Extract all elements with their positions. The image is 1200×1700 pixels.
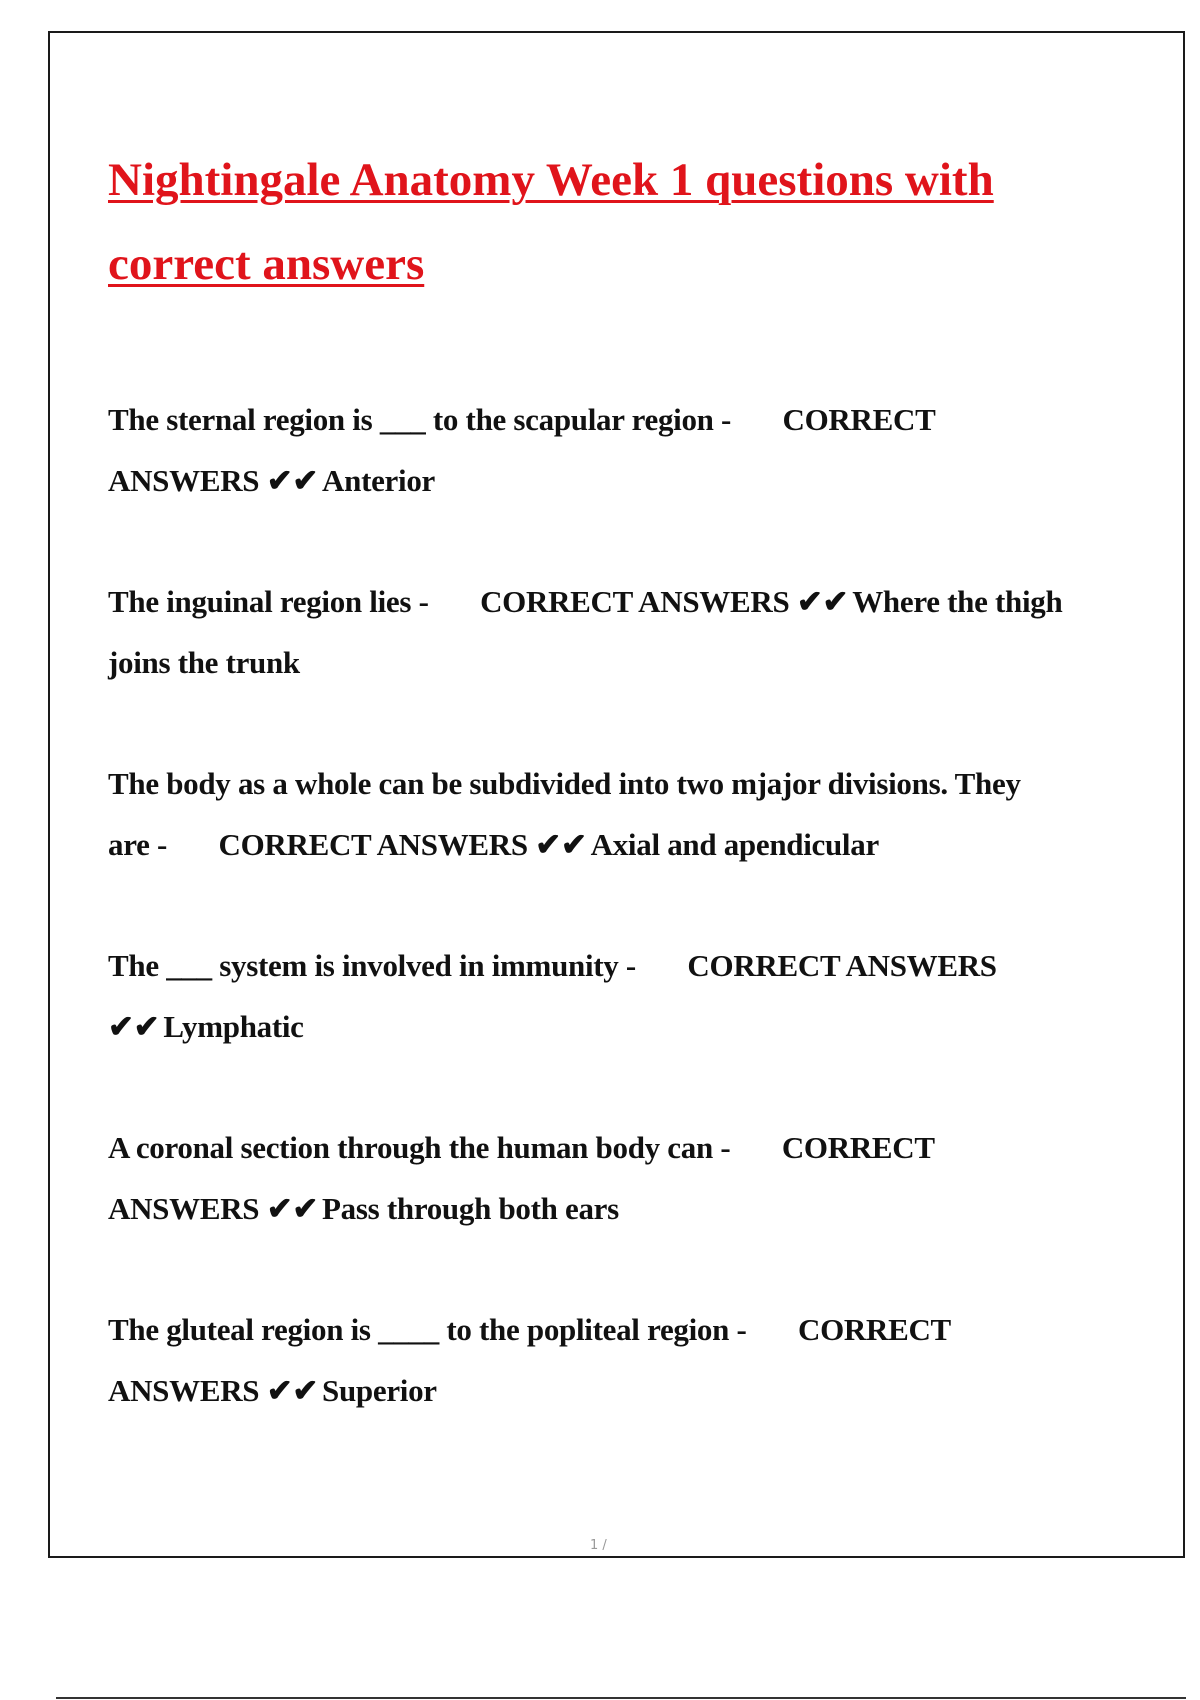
qa-item (108, 1117, 1068, 1299)
question-text: The sternal region is ___ to the scapular region - (108, 402, 732, 437)
check-marks-icon: ✔✔ (266, 463, 319, 498)
answer-label: CORRECT ANSWERS (687, 948, 997, 983)
page-number: 1 / (590, 1538, 607, 1553)
question-list (108, 389, 1068, 1481)
answer-label: CORRECT ANSWERS (108, 402, 935, 498)
answer-text: Axial and apendicular (590, 827, 879, 862)
check-marks-icon: ✔✔ (266, 1191, 319, 1226)
question-text: The gluteal region is ____ to the popliteal region - (108, 1312, 747, 1347)
check-marks-icon: ✔✔ (796, 584, 849, 619)
question-text: The body as a whole can be subdivided into two mjajor divisions. They are - (108, 766, 1021, 862)
answer-text: Anterior (322, 463, 435, 498)
qa-item (108, 753, 1068, 935)
answer-text: Pass through both ears (322, 1191, 619, 1226)
check-marks-icon: ✔✔ (108, 1009, 160, 1044)
qa-item (108, 1299, 1068, 1481)
qa-item (108, 389, 1068, 571)
answer-label: CORRECT ANSWERS (480, 584, 790, 619)
qa-item (108, 571, 1068, 753)
answer-text: Lymphatic (163, 1009, 304, 1044)
answer-label: CORRECT ANSWERS (218, 827, 528, 862)
answer-label: CORRECT ANSWERS (108, 1130, 935, 1226)
footer-divider (56, 1697, 1186, 1699)
question-text: The inguinal region lies - (108, 584, 429, 619)
check-marks-icon: ✔✔ (266, 1373, 319, 1408)
answer-text: Where the thigh joins the trunk (108, 584, 1063, 680)
question-text: The ___ system is involved in immunity - (108, 948, 636, 983)
document-title: Nightingale Anatomy Week 1 questions with correct answers (108, 154, 994, 290)
question-text: A coronal section through the human body can - (108, 1130, 731, 1165)
answer-label: CORRECT ANSWERS (108, 1312, 951, 1408)
qa-item (108, 935, 1068, 1117)
answer-text: Superior (322, 1373, 437, 1408)
check-marks-icon: ✔✔ (535, 827, 587, 862)
